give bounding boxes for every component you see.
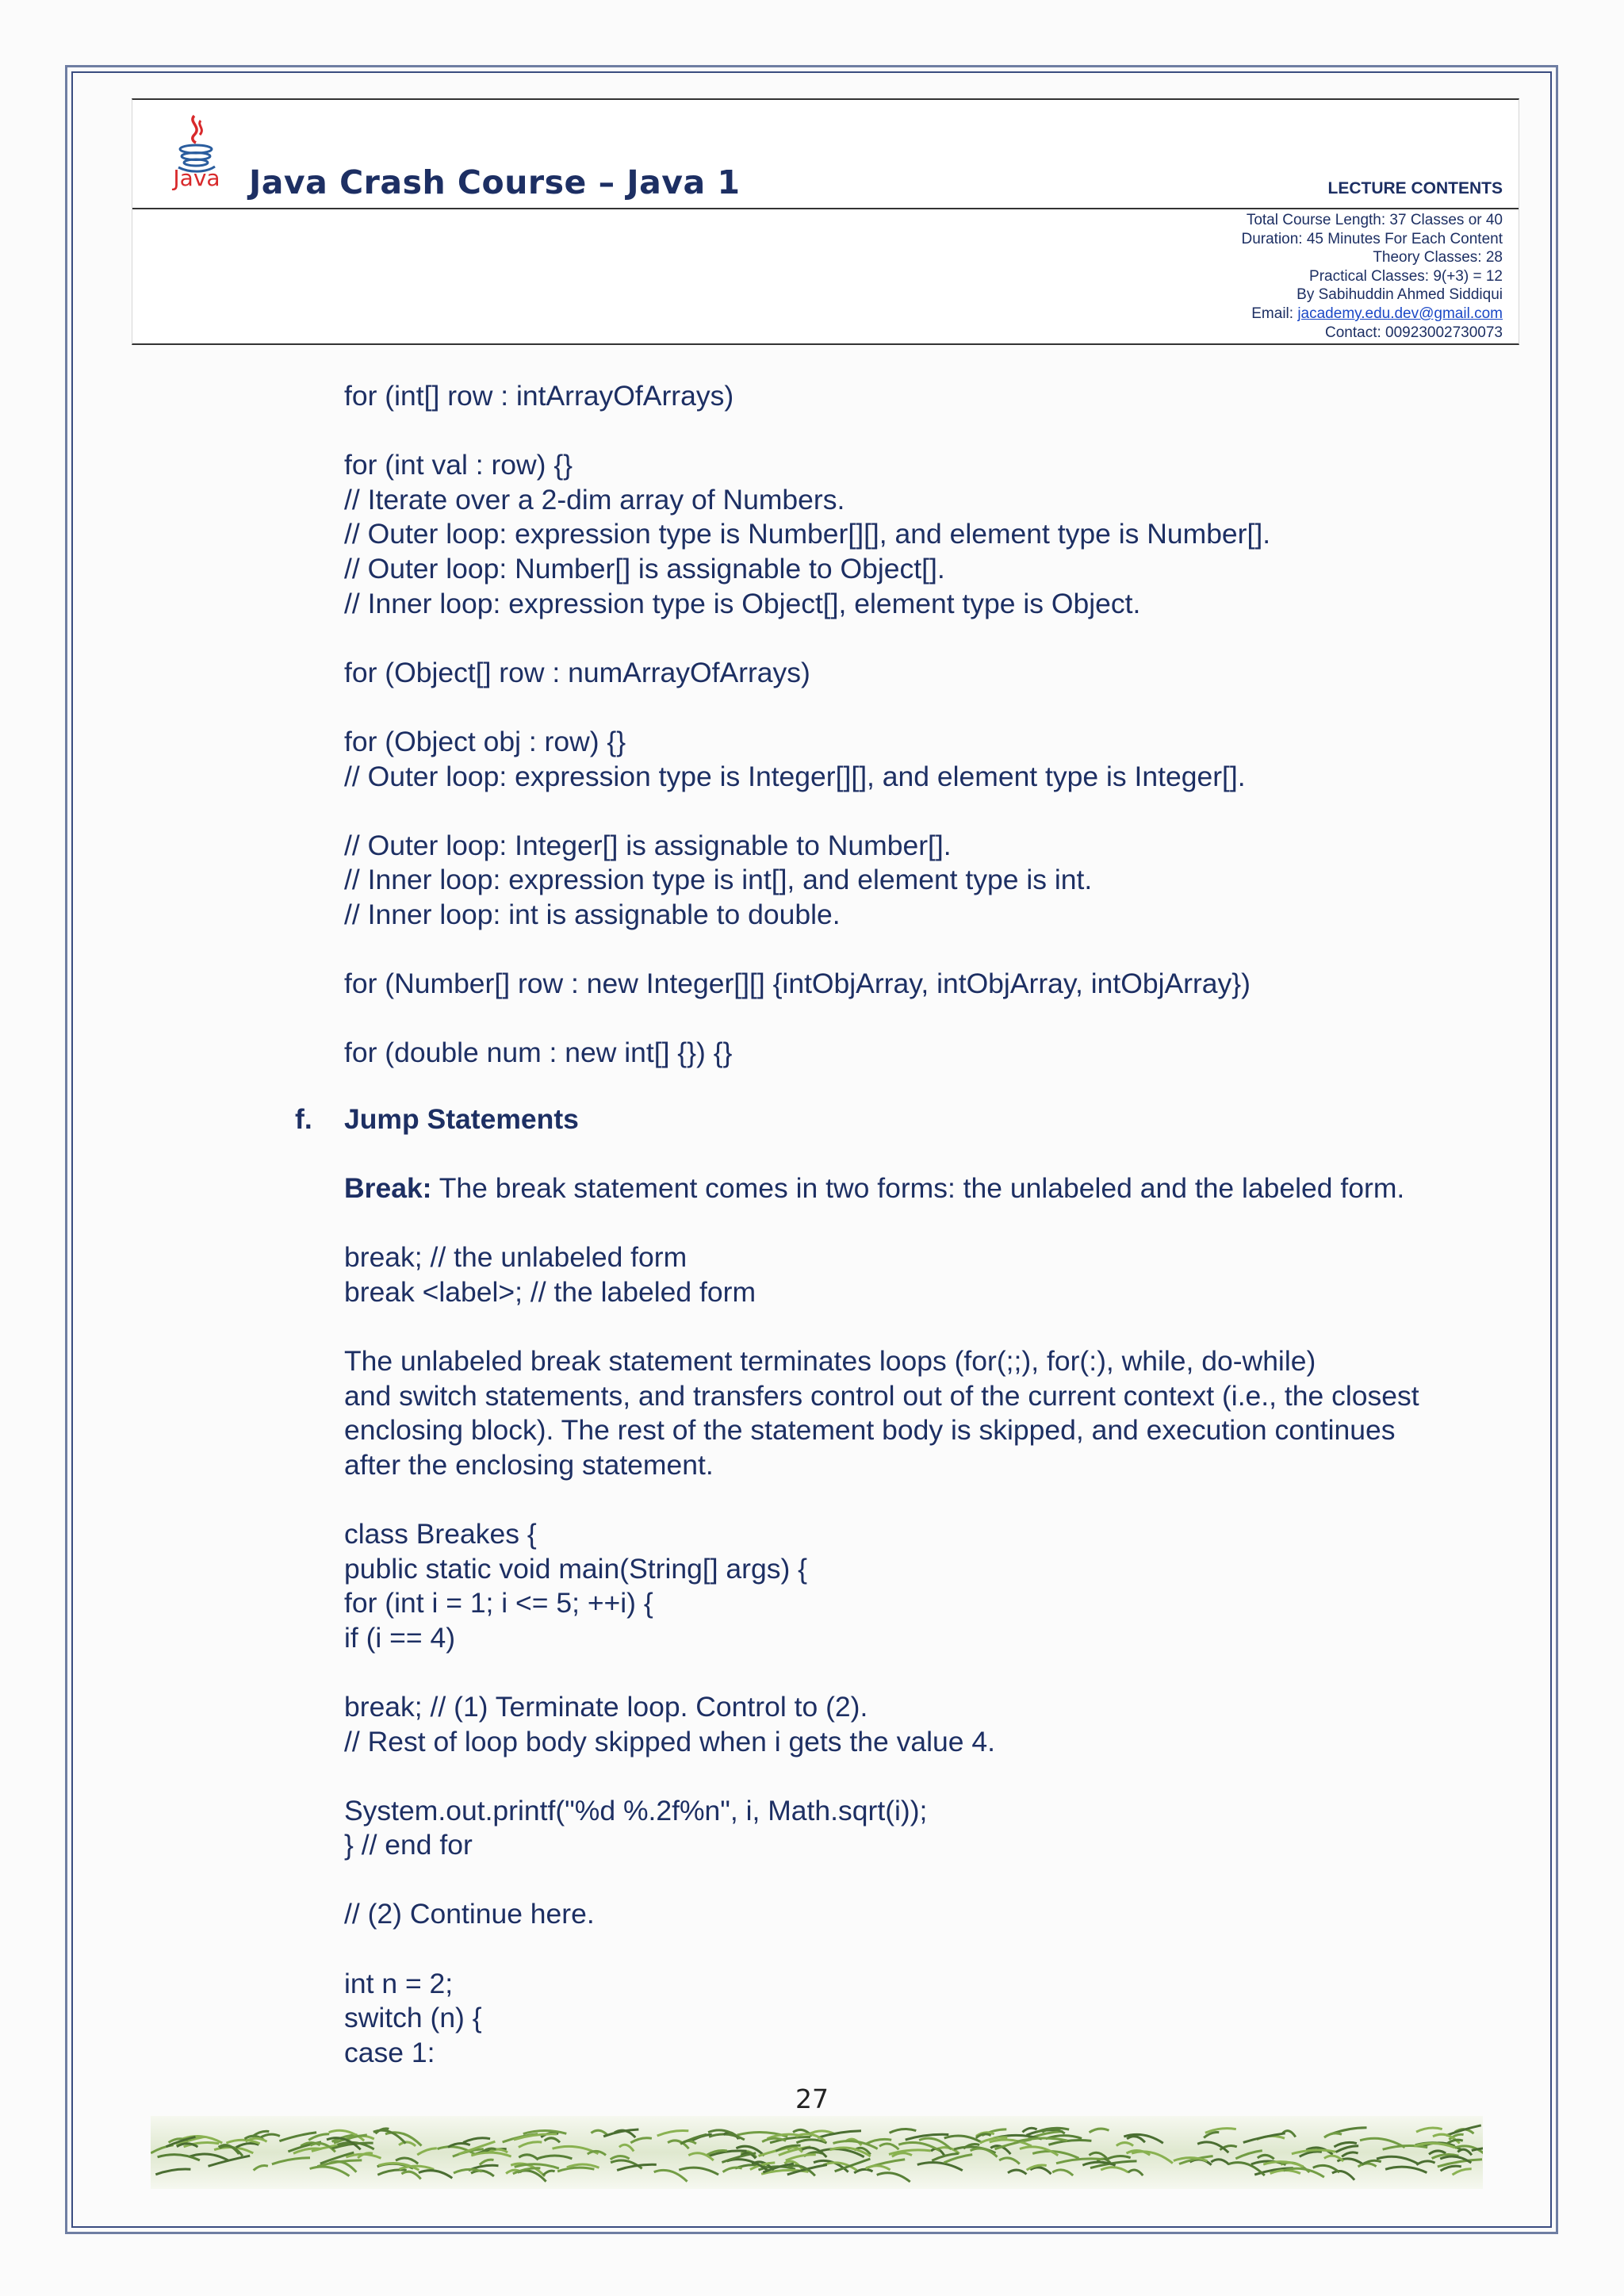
text-line: // Rest of loop body skipped when i gets the value 4. [344, 1725, 995, 1757]
text-line: for (int[] row : intArrayOfArrays) [344, 380, 734, 412]
text-line [344, 1932, 1534, 1967]
meta-line: Duration: 45 Minutes For Each Content [1241, 230, 1503, 247]
text-line: } // end for [344, 1829, 473, 1861]
text-line: // Outer loop: expression type is Number[][], and element type is Number[]. [344, 518, 1271, 550]
meta-line: By Sabihuddin Ahmed Siddiqui [1297, 286, 1503, 304]
text-line: // Inner loop: expression type is int[], and element type is int. [344, 864, 1093, 896]
text-line: for (Number[] row : new Integer[][] {intObjArray, intObjArray, intObjArray}) [344, 968, 1251, 1000]
text-line: // (2) Continue here. [344, 1898, 595, 1930]
section-marker: f. [295, 1103, 312, 1135]
text-line: for (Object[] row : numArrayOfArrays) [344, 656, 810, 688]
text-line: // Outer loop: expression type is Integer[][], and element type is Integer[]. [344, 760, 1246, 792]
break-label: Break: [344, 1172, 432, 1204]
text-line: for (int val : row) {} [344, 449, 573, 481]
text-line [344, 414, 1534, 449]
break-text: The break statement comes in two forms: the unlabeled and the labeled form. [431, 1172, 1405, 1204]
text-line: for (Object obj : row) {} [344, 725, 626, 757]
text-line [344, 1759, 1534, 1794]
section-title: Jump Statements [344, 1103, 579, 1135]
text-line [344, 933, 1534, 968]
email-link[interactable]: jacademy.edu.dev@gmail.com [1297, 305, 1503, 322]
break-paragraph [344, 1171, 1534, 1206]
section-label: LECTURE CONTENTS [1327, 179, 1503, 197]
text-line [344, 690, 1534, 725]
text-line [344, 1002, 1534, 1037]
email-line [1241, 305, 1503, 324]
text-line: enclosing block). The rest of the statement body is skipped, and execution continues [344, 1414, 1396, 1447]
grass-footer-decoration [151, 2116, 1483, 2189]
text-line: break <label>; // the labeled form [344, 1275, 756, 1308]
document-title: Java Crash Course – Java 1 [249, 163, 741, 201]
text-line: break; // (1) Terminate loop. Control to (2). [344, 1690, 868, 1723]
text-line: // Outer loop: Number[] is assignable to Object[]. [344, 552, 945, 585]
text-line: case 1: [344, 2036, 435, 2068]
text-line [344, 621, 1534, 656]
text-line: for (int i = 1; i <= 5; ++i) { [344, 1587, 653, 1619]
text-line: after the enclosing statement. [344, 1448, 714, 1481]
section-heading [295, 1102, 579, 1137]
text-line [344, 1482, 1534, 1517]
text-line: // Outer loop: Integer[] is assignable to Number[]. [344, 829, 952, 861]
page-header [132, 98, 1519, 345]
meta-line: Practical Classes: 9(+3) = 12 [1309, 267, 1503, 285]
text-line: int n = 2; [344, 1967, 454, 1999]
text-line: // Inner loop: int is assignable to double. [344, 898, 841, 930]
text-line: if (i == 4) [344, 1621, 456, 1654]
text-line: // Inner loop: expression type is Object[], element type is Object. [344, 587, 1141, 619]
text-line [344, 1309, 1534, 1344]
meta-line: Total Course Length: 37 Classes or 40 [1246, 212, 1503, 228]
text-line: System.out.printf("%d %.2f%n", i, Math.sqrt(i)); [344, 1794, 928, 1826]
text-line [344, 1655, 1534, 1690]
text-line: switch (n) { [344, 2002, 482, 2034]
meta-line: Theory Classes: 28 [1373, 249, 1503, 266]
text-line: for (double num : new int[] {}) {} [344, 1037, 733, 1069]
text-line: and switch statements, and transfers control out of the current context (i.e., the closest [344, 1379, 1419, 1412]
content-block-1 [344, 379, 1534, 1071]
spacer [344, 1206, 1534, 1241]
course-meta [1241, 211, 1503, 342]
text-line [344, 794, 1534, 829]
content-block-2 [344, 1171, 1534, 2070]
logo-text: Java [173, 165, 220, 191]
page-number: 27 [795, 2083, 829, 2114]
text-line: // Iterate over a 2-dim array of Numbers. [344, 483, 845, 516]
text-line: class Breakes { [344, 1517, 537, 1550]
header-divider [132, 208, 1519, 209]
text-line: break; // the unlabeled form [344, 1241, 688, 1274]
contact-line: Contact: 00923002730073 [1325, 324, 1503, 341]
text-line: public static void main(String[] args) { [344, 1552, 808, 1585]
break-body [344, 1240, 1534, 2070]
text-line [344, 1863, 1534, 1898]
email-label: Email: [1251, 305, 1298, 322]
text-line: The unlabeled break statement terminates loops (for(;;), for(:), while, do-while) [344, 1344, 1316, 1377]
